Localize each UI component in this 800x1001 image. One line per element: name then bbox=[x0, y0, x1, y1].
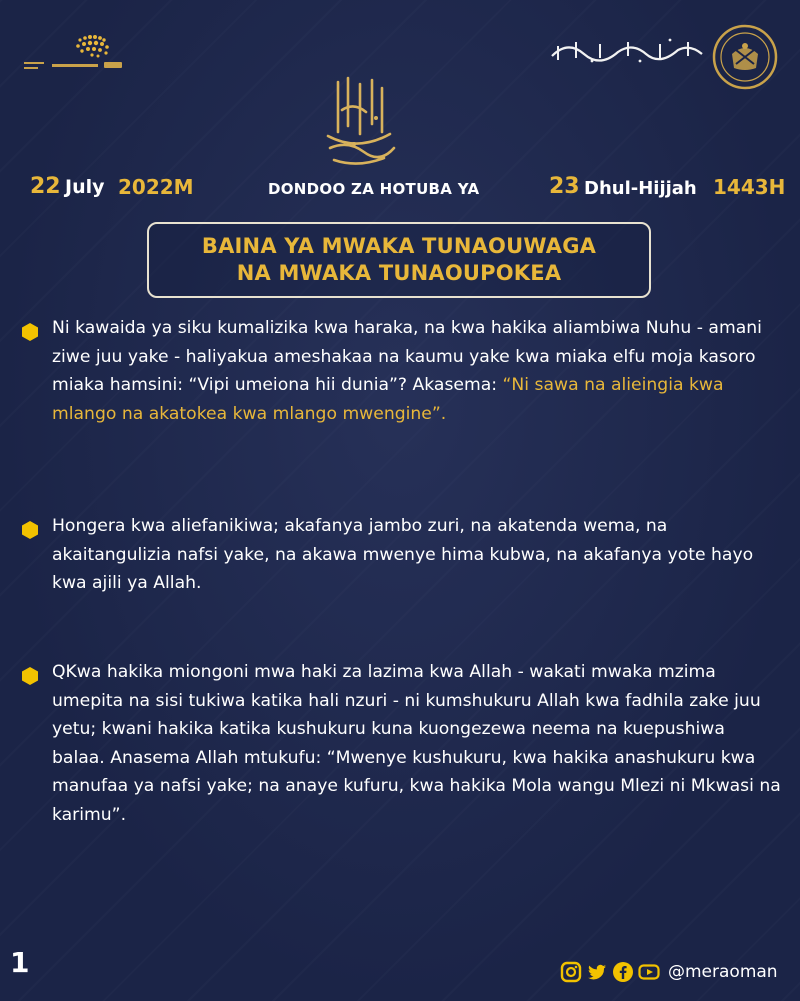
title-line-2: NA MWAKA TUNAOUPOKEA bbox=[236, 261, 562, 285]
social-bar bbox=[560, 958, 778, 986]
hijri-day: 23 bbox=[549, 174, 580, 199]
hijri-month: Dhul-Hijjah bbox=[584, 178, 697, 199]
date-line bbox=[0, 170, 800, 204]
hexagon-bullet-icon bbox=[20, 666, 40, 686]
hijri-year: 1443H bbox=[713, 175, 786, 199]
sermon-label: DONDOO ZA HOTUBA YA bbox=[268, 180, 480, 198]
ministry-wave-logo bbox=[18, 28, 138, 78]
youtube-icon[interactable] bbox=[638, 961, 660, 983]
hexagon-bullet-icon bbox=[20, 520, 40, 540]
facebook-icon[interactable] bbox=[612, 961, 634, 983]
paragraph-2 bbox=[52, 512, 782, 598]
paragraph-2-text: Hongera kwa aliefanikiwa; akafanya jambo zuri, na akatenda wema, na akaitangulizia nafsi yake, na akawa mwenye hima kubwa, na akafanya yote hayo kwa ajili ya Allah. bbox=[52, 516, 754, 593]
ministry-emblem-icon bbox=[712, 24, 778, 90]
paragraph-3 bbox=[52, 658, 782, 829]
title-line-1: BAINA YA MWAKA TUNAOUWAGA bbox=[201, 234, 597, 258]
paragraph-3-text: QKwa hakika miongoni mwa haki za lazima kwa Allah - wakati mwaka mzima umepita na sisi tukiwa katika hali nzuri - ni kumshukuru Allah kwa fadhila zake juu yetu; kwani hakika katika kushukuru kuna kuongezewa neema na kuepushiwa balaa. Anasema Allah mtukufu: “Mwenye kushukuru, kwa hakika anashukuru kwa manufaa ya nafsi yake; na anaye kufuru, kwa hakika Mola wangu Mlezi ni Mkwasi na karimu”. bbox=[52, 662, 781, 825]
gregorian-month: July bbox=[65, 176, 105, 198]
paragraph-1 bbox=[52, 314, 782, 428]
sermon-title-box bbox=[147, 222, 651, 298]
instagram-icon[interactable] bbox=[560, 961, 582, 983]
hexagon-bullet-icon bbox=[20, 322, 40, 342]
twitter-icon[interactable] bbox=[586, 961, 608, 983]
page-number: 1 bbox=[10, 946, 30, 979]
paragraph-1-text: Ni kawaida ya siku kumalizika kwa haraka, na kwa hakika aliambiwa Nuhu - amani ziwe juu yake - haliyakua ameshakaa na kaumu yake kwa miaka elfu moja kasoro miaka hamsini: “Vipi umeiona hii dunia”? Akasema: bbox=[52, 318, 762, 395]
ministry-name-calligraphy bbox=[548, 34, 706, 66]
friday-sermon-calligraphy bbox=[318, 74, 400, 170]
paragraph-1-quote: “Ni sawa na alieingia kwa mlango na akatokea kwa mlango mwengine”. bbox=[52, 375, 724, 424]
gregorian-year: 2022M bbox=[118, 175, 194, 199]
gregorian-day: 22 bbox=[30, 174, 61, 199]
social-handle[interactable]: @meraoman bbox=[668, 962, 778, 982]
